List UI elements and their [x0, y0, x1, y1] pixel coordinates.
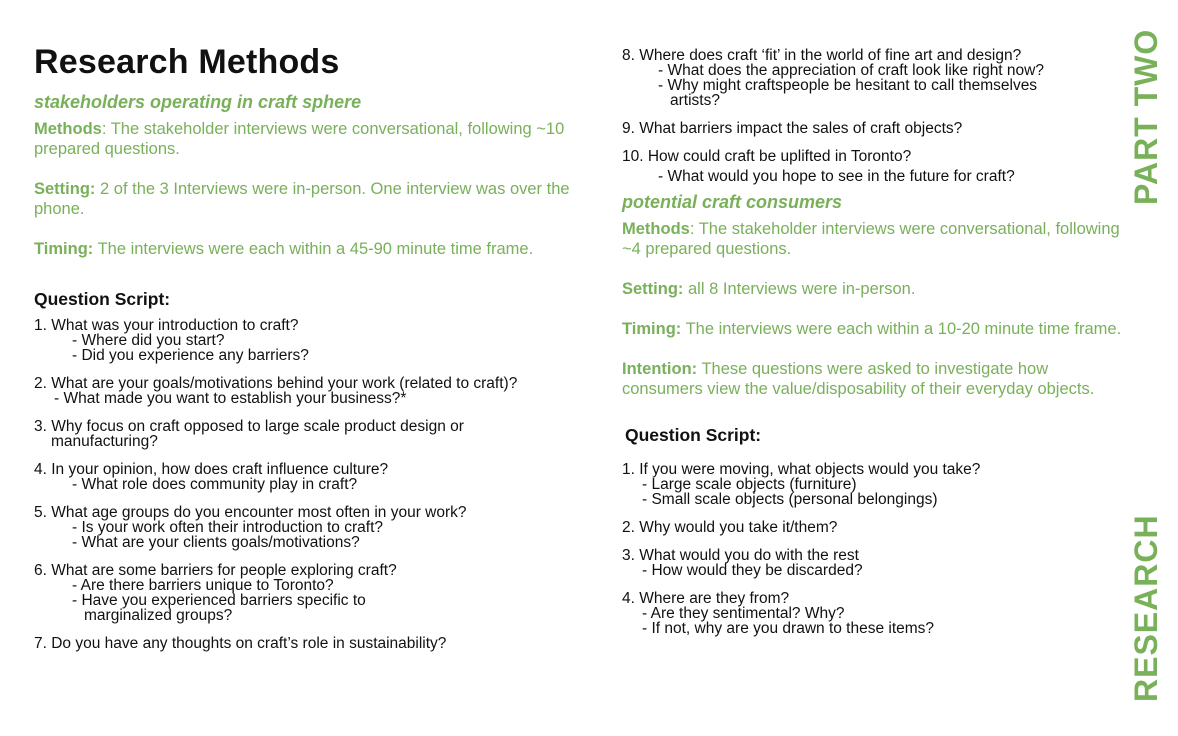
question-list-continued [622, 48, 1122, 184]
intention-paragraph [622, 359, 1122, 399]
setting-paragraph [622, 279, 1122, 299]
question-list [34, 318, 574, 651]
sub-question: - What role does community play in craft? [72, 476, 358, 493]
question-text: 3. What would you do with the rest [622, 547, 859, 564]
question-item [34, 462, 574, 492]
side-label-part-two: PART TWO [1128, 28, 1164, 205]
question-text: 1. What was your introduction to craft? [34, 317, 299, 334]
question-script-title: Question Script: [34, 289, 171, 309]
sub-question: - What does the appreciation of craft look like right now? [658, 62, 1044, 79]
consumer-question-list [622, 462, 1122, 636]
setting-label: Setting: [622, 280, 684, 298]
timing-text: The interviews were each within a 45-90 minute time frame. [93, 240, 534, 258]
sub-question: - Where did you start? [72, 332, 225, 349]
question-text: 5. What age groups do you encounter most often in your work? [34, 504, 467, 521]
timing-paragraph [34, 239, 574, 259]
question-text: 10. How could craft be uplifted in Toronto? [622, 148, 912, 165]
question-text: 2. Why would you take it/them? [622, 519, 838, 536]
question-text: 9. What barriers impact the sales of craft objects? [622, 120, 963, 137]
right-column [622, 48, 1122, 649]
question-text: 6. What are some barriers for people exploring craft? [34, 562, 397, 579]
question-item [622, 48, 1122, 108]
sub-question: - How would they be discarded? [642, 562, 863, 579]
page-title: Research Methods [34, 43, 340, 81]
setting-text: 2 of the 3 Interviews were in-person. One interview was over the phone. [34, 180, 570, 218]
question-text: 3. Why focus on craft opposed to large scale product design or manufacturing? [34, 418, 464, 450]
question-script-title: Question Script: [625, 425, 762, 445]
sub-question: - Is your work often their introduction to craft? [72, 519, 383, 536]
question-item [622, 548, 1122, 578]
question-text: 8. Where does craft ‘fit’ in the world of fine art and design? [622, 47, 1022, 64]
question-item [34, 376, 574, 406]
sub-question: - Are there barriers unique to Toronto? [72, 577, 334, 594]
question-item [622, 520, 1122, 535]
setting-text: all 8 Interviews were in-person. [683, 280, 916, 298]
sub-question: - Did you experience any barriers? [72, 347, 309, 364]
side-label-research: RESEARCH [1128, 514, 1164, 702]
sub-question: - Have you experienced barriers specific to marginalized groups? [72, 592, 366, 624]
timing-text: The interviews were each within a 10-20 minute time frame. [681, 320, 1122, 338]
question-text: 1. If you were moving, what objects would you take? [622, 461, 981, 478]
question-item [622, 591, 1122, 636]
question-item [622, 149, 1122, 184]
setting-label: Setting: [34, 180, 96, 198]
question-item [622, 462, 1122, 507]
methods-paragraph [622, 219, 1122, 259]
question-text: 4. In your opinion, how does craft influence culture? [34, 461, 389, 478]
question-text: 4. Where are they from? [622, 590, 790, 607]
section-subtitle-consumers: potential craft consumers [622, 192, 843, 212]
question-text: 7. Do you have any thoughts on craft’s role in sustainability? [34, 635, 447, 652]
sub-question: - If not, why are you drawn to these items? [642, 620, 935, 637]
question-item [34, 563, 574, 623]
sub-question: - Why might craftspeople be hesitant to call themselves artists? [658, 77, 1038, 109]
question-text: 2. What are your goals/motivations behind your work (related to craft)? [34, 375, 518, 392]
methods-label: Methods [34, 120, 102, 138]
methods-paragraph [34, 119, 574, 159]
sub-question: - Small scale objects (personal belongings) [642, 491, 938, 508]
timing-label: Timing: [622, 320, 682, 338]
section-subtitle-stakeholders: stakeholders operating in craft sphere [34, 92, 362, 112]
left-column [34, 40, 574, 664]
sub-question: - Large scale objects (furniture) [642, 476, 857, 493]
timing-label: Timing: [34, 240, 94, 258]
intention-text: These questions were asked to investigate how consumers view the value/disposability of their everyday objects. [622, 360, 1095, 398]
sub-question: - Are they sentimental? Why? [642, 605, 845, 622]
methods-text: : The stakeholder interviews were conversational, following ~4 prepared questions. [622, 220, 1120, 258]
setting-paragraph [34, 179, 574, 219]
sub-question: - What would you hope to see in the future for craft? [658, 168, 1015, 185]
question-item [34, 636, 574, 651]
sub-question: - What are your clients goals/motivations? [72, 534, 360, 551]
timing-paragraph [622, 319, 1122, 339]
methods-text: : The stakeholder interviews were conversational, following ~10 prepared questions. [34, 120, 565, 158]
intention-label: Intention: [622, 360, 698, 378]
question-item [34, 419, 574, 449]
question-item [34, 318, 574, 363]
sub-question: - What made you want to establish your business?* [54, 390, 407, 407]
methods-label: Methods [622, 220, 690, 238]
question-item [622, 121, 1122, 136]
question-item [34, 505, 574, 550]
